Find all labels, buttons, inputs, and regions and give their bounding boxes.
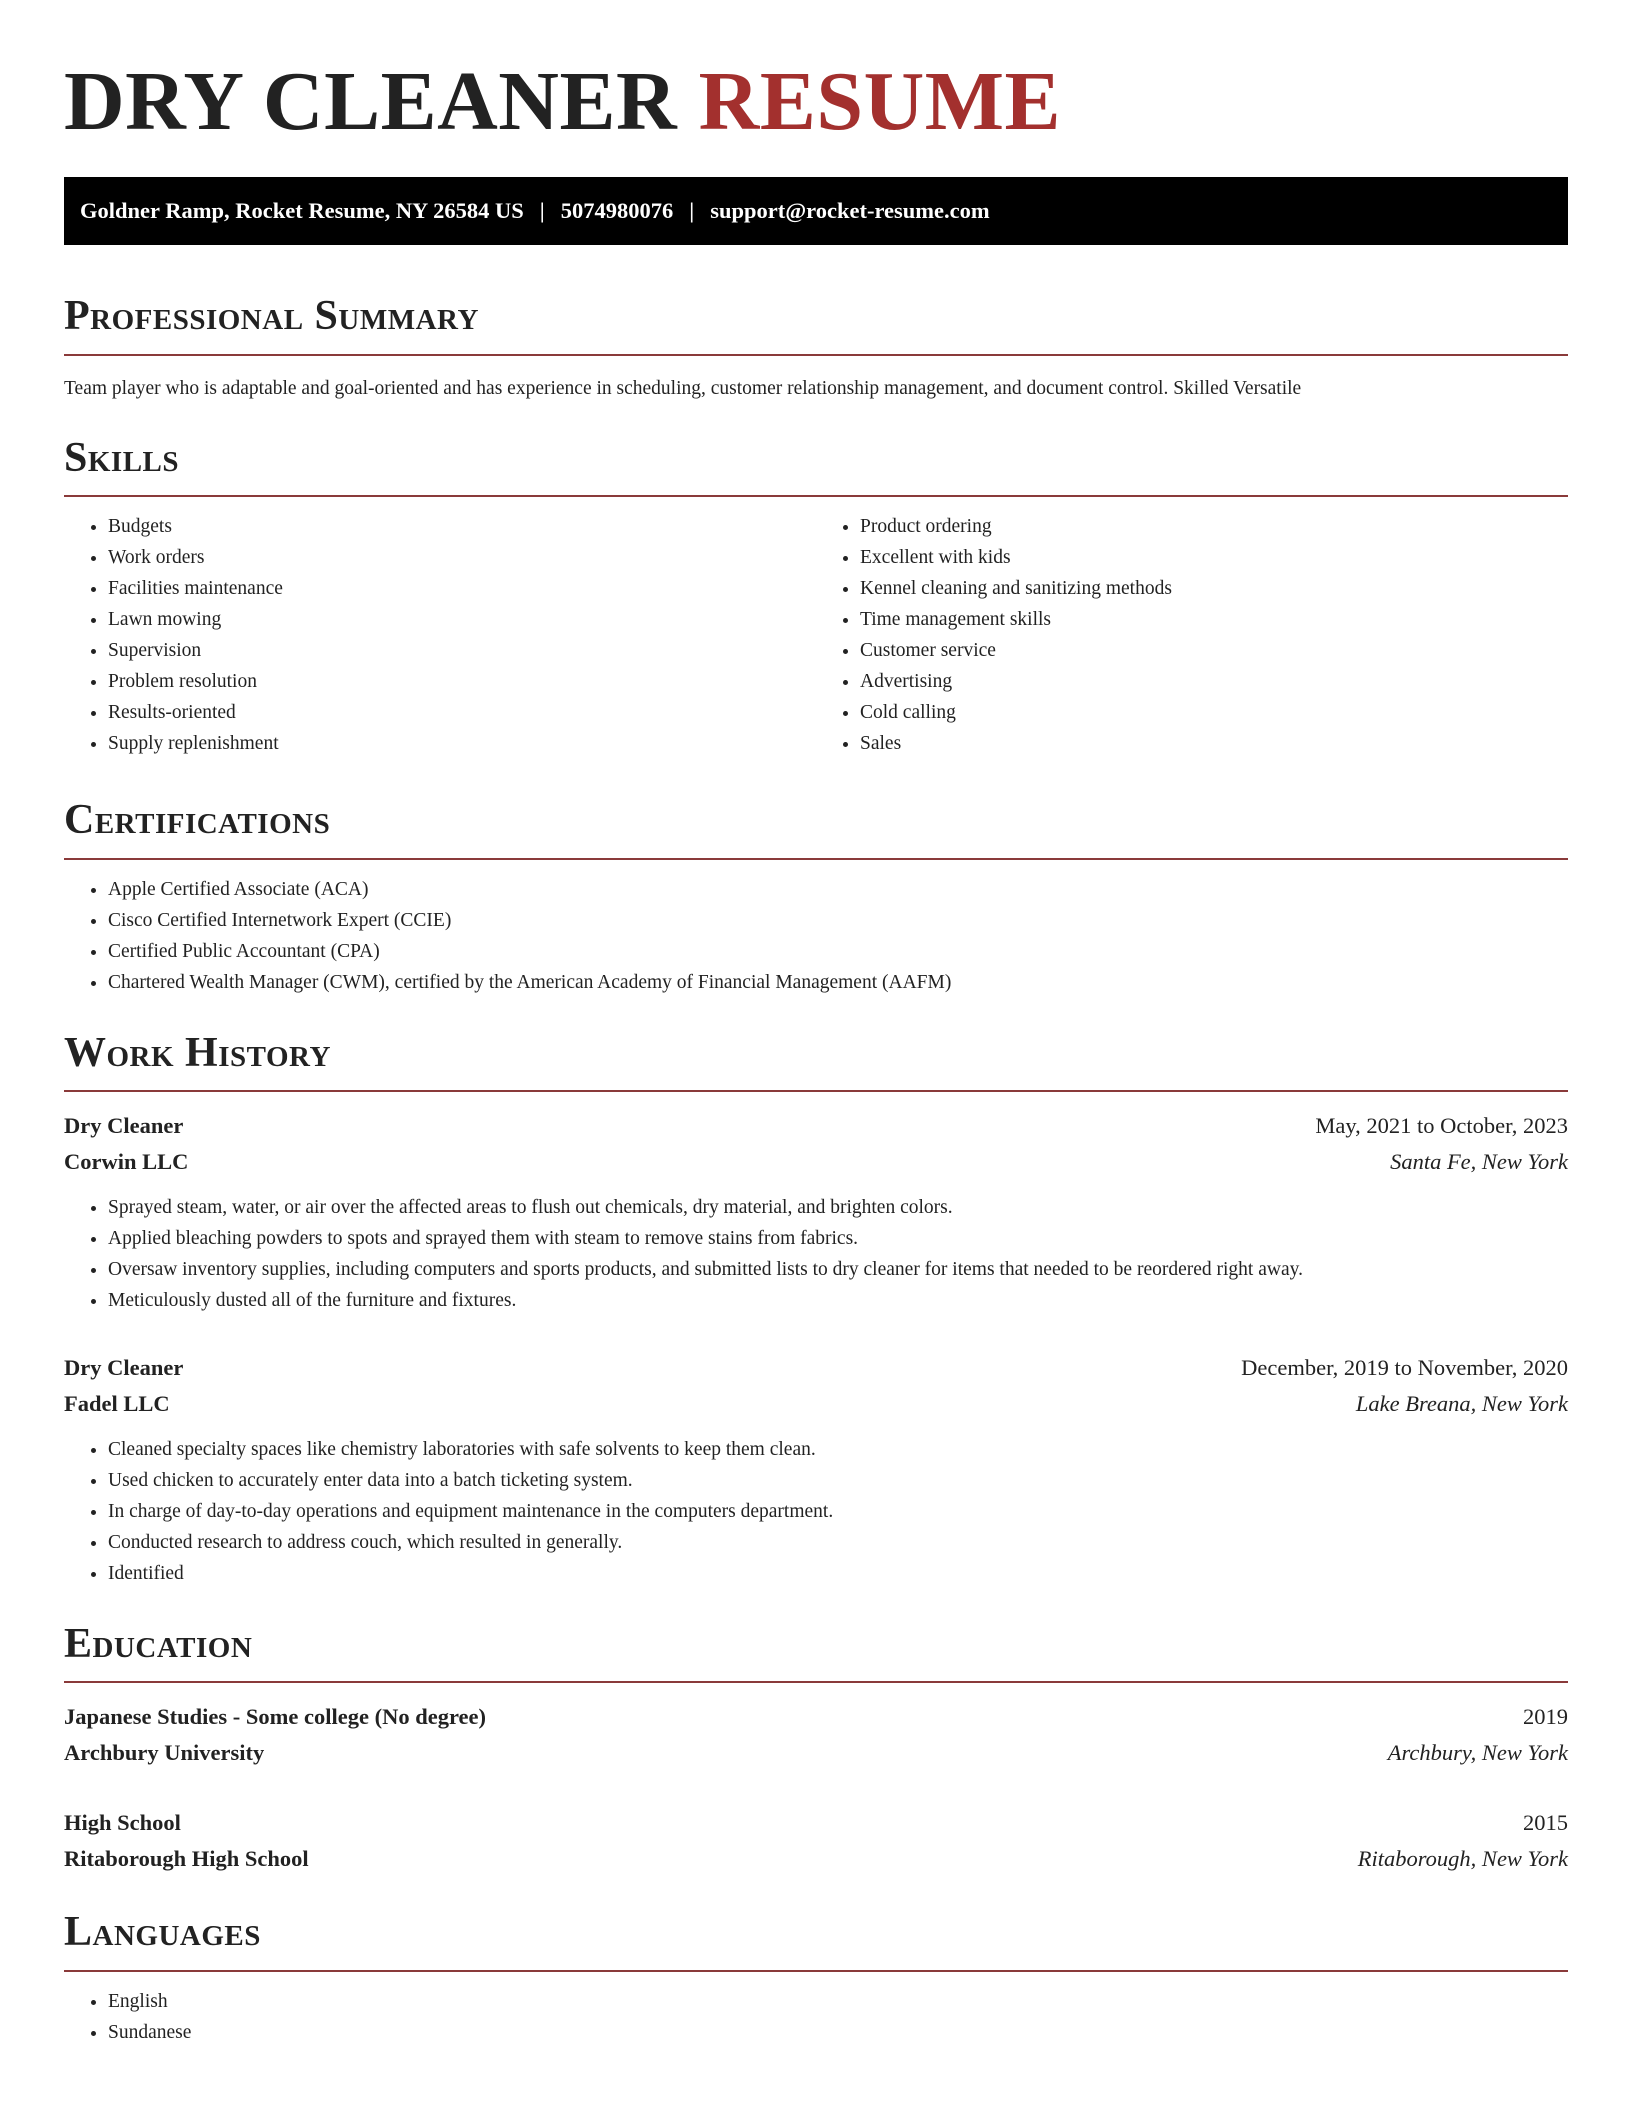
work-history-section [64, 1028, 1568, 1589]
education-school: Archbury University [64, 1740, 265, 1766]
languages-heading: Languages [64, 1907, 1568, 1971]
work-history-heading: Work History [64, 1028, 1568, 1092]
education-year: 2019 [1523, 1704, 1568, 1730]
skill-item: • Customer service [860, 635, 1568, 666]
job-company: Corwin LLC [64, 1148, 189, 1174]
education-location: Ritaborough, New York [1357, 1846, 1568, 1872]
job-location: Lake Breana, New York [1355, 1390, 1568, 1416]
skills-heading: Skills [64, 433, 1568, 497]
education-degree: High School [64, 1810, 181, 1836]
certification-item: • Cisco Certified Internetwork Expert (CCIE) [108, 905, 1568, 936]
job-bullets [64, 1434, 1568, 1589]
contact-bar [64, 177, 1568, 245]
certifications-heading: Certifications [64, 795, 1568, 859]
certifications-list [64, 874, 1568, 998]
title-accent: RESUME [698, 55, 1062, 148]
education-location: Archbury, New York [1387, 1740, 1568, 1766]
education-school: Ritaborough High School [64, 1846, 309, 1872]
language-item: • Sundanese [108, 2017, 1568, 2048]
job-entry [64, 1350, 1568, 1589]
job-dates: May, 2021 to October, 2023 [1315, 1112, 1568, 1138]
skills-grid [64, 497, 1568, 759]
certifications-section [64, 795, 1568, 997]
skills-list-left [64, 511, 816, 759]
skill-item: • Supervision [108, 635, 816, 666]
skill-item: • Kennel cleaning and sanitizing methods [860, 573, 1568, 604]
education-year: 2015 [1523, 1810, 1568, 1836]
skill-item: • Advertising [860, 666, 1568, 697]
job-bullet: • Sprayed steam, water, or air over the affected areas to flush out chemicals, dry material, and brighten colors. [108, 1192, 1568, 1223]
skill-item: • Supply replenishment [108, 728, 816, 759]
contact-separator: | [689, 198, 695, 224]
skills-section [64, 433, 1568, 759]
education-degree: Japanese Studies - Some college (No degree) [64, 1704, 487, 1730]
job-bullet: • In charge of day-to-day operations and equipment maintenance in the computers department. [108, 1496, 1568, 1527]
languages-section [64, 1907, 1568, 2047]
skill-item: • Time management skills [860, 604, 1568, 635]
skill-item: • Budgets [108, 511, 816, 542]
summary-text: Team player who is adaptable and goal-oriented and has experience in scheduling, customer relationship management, and document control. Skilled Versatile [64, 377, 1302, 399]
job-bullet: • Conducted research to address couch, which resulted in generally. [108, 1527, 1568, 1558]
job-company: Fadel LLC [64, 1390, 170, 1416]
skill-item: • Facilities maintenance [108, 573, 816, 604]
summary-section [64, 291, 1568, 403]
language-item: • English [108, 1986, 1568, 2017]
job-bullet: • Meticulously dusted all of the furniture and fixtures. [108, 1285, 1568, 1316]
skill-item: • Sales [860, 728, 1568, 759]
certification-item: • Apple Certified Associate (ACA) [108, 874, 1568, 905]
contact-address: Goldner Ramp, Rocket Resume, NY 26584 US [80, 198, 524, 224]
skills-list-right [816, 511, 1568, 759]
certification-item: • Chartered Wealth Manager (CWM), certified by the American Academy of Financial Management (AAFM) [108, 967, 1568, 998]
skill-item: • Problem resolution [108, 666, 816, 697]
contact-separator: | [539, 198, 545, 224]
summary-heading: Professional Summary [64, 291, 1568, 355]
contact-phone: 5074980076 [560, 198, 674, 224]
job-title: Dry Cleaner [64, 1354, 184, 1380]
job-location: Santa Fe, New York [1390, 1148, 1568, 1174]
skill-item: • Product ordering [860, 511, 1568, 542]
job-title: Dry Cleaner [64, 1112, 184, 1138]
skill-item: • Cold calling [860, 697, 1568, 728]
job-bullet: • Identified [108, 1558, 1568, 1589]
job-bullets [64, 1192, 1568, 1316]
job-bullet: • Oversaw inventory supplies, including computers and sports products, and submitted lists to dry cleaner for items that needed to be reordered right away. [108, 1254, 1568, 1285]
languages-list [64, 1986, 1568, 2048]
job-bullet: • Used chicken to accurately enter data into a batch ticketing system. [108, 1465, 1568, 1496]
contact-email: support@rocket-resume.com [710, 198, 990, 224]
education-section [64, 1619, 1568, 1877]
job-bullet: • Cleaned specialty spaces like chemistry laboratories with safe solvents to keep them clean. [108, 1434, 1568, 1465]
education-entry [64, 1699, 1568, 1771]
certification-item: • Certified Public Accountant (CPA) [108, 936, 1568, 967]
skill-item: • Results-oriented [108, 697, 816, 728]
title-main: DRY CLEANER [64, 55, 678, 148]
job-dates: December, 2019 to November, 2020 [1241, 1354, 1568, 1380]
skill-item: • Lawn mowing [108, 604, 816, 635]
education-heading: Education [64, 1619, 1568, 1683]
job-bullet: • Applied bleaching powders to spots and sprayed them with steam to remove stains from fabrics. [108, 1223, 1568, 1254]
resume-title [64, 52, 1568, 151]
education-entry [64, 1805, 1568, 1877]
skill-item: • Excellent with kids [860, 542, 1568, 573]
skill-item: • Work orders [108, 542, 816, 573]
job-entry [64, 1108, 1568, 1316]
